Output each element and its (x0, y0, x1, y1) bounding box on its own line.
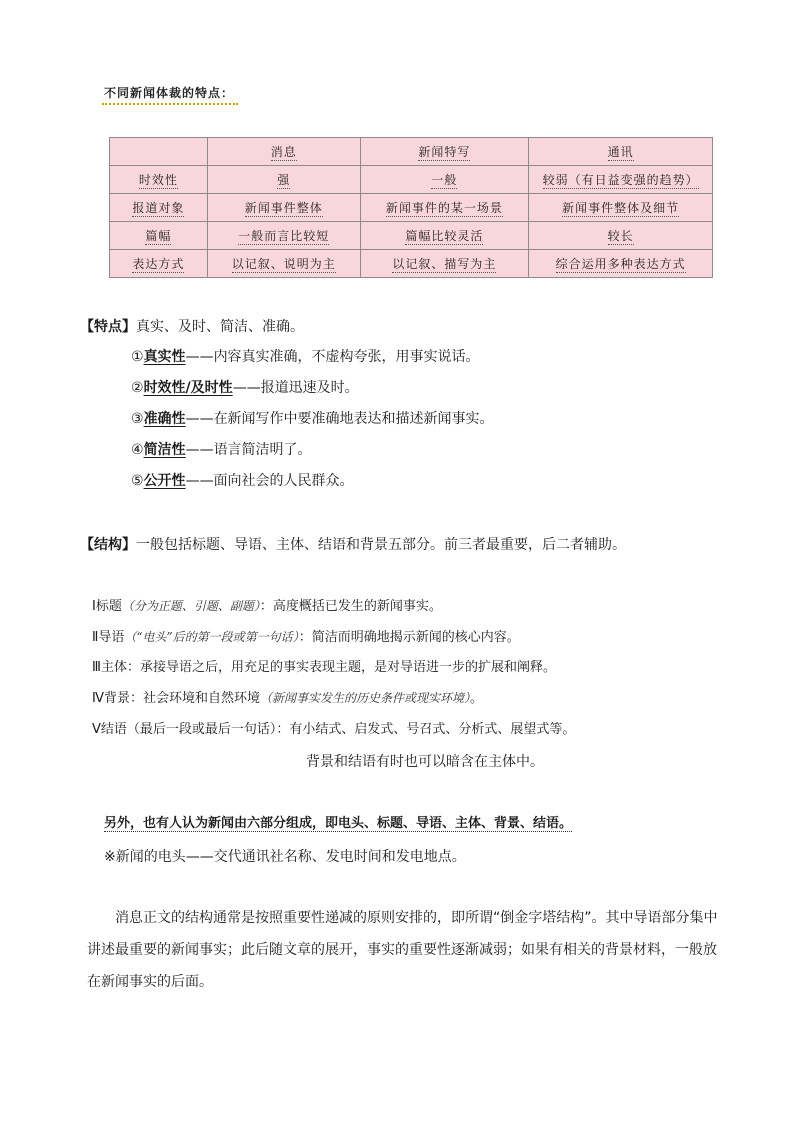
inverted-pyramid-paragraph: 消息正文的结构通常是按照重要性递减的原则安排的，即所谓“倒金字塔结构”。其中导语部分集中讲述最重要的新闻事实；此后随文章的展开，事实的重要性逐渐减弱；如果有相关的背景材料，一般放在新闻事实的后面。 (87, 910, 718, 990)
feature-item: ④简洁性——语言简洁明了。 (131, 442, 312, 458)
table-header-cell: 消息 (207, 138, 360, 166)
table-cell: 以记叙、说明为主 (207, 250, 360, 278)
table-cell: 较长 (529, 222, 713, 250)
dateline-note: ※新闻的电头——交代通讯社名称、发电时间和发电地点。 (104, 849, 466, 865)
structure-heading: 【结构】 (80, 537, 136, 553)
table-cell: 报道对象 (110, 194, 208, 222)
feature-item: ①真实性——内容真实准确，不虚构夸张，用事实说话。 (131, 349, 480, 365)
table-cell: 新闻事件整体及细节 (529, 194, 713, 222)
table-row (110, 250, 713, 278)
structure-summary: 一般包括标题、导语、主体、结语和背景五部分。前三者最重要，后二者辅助。 (136, 537, 626, 553)
feature-item: ③准确性——在新闻写作中要准确地表达和描述新闻事实。 (131, 411, 494, 427)
table-header-cell: 通讯 (529, 138, 713, 166)
feature-item: ⑤公开性——面向社会的人民群众。 (131, 473, 354, 489)
table-header-cell: 新闻特写 (360, 138, 529, 166)
table-cell: 新闻事件的某一场景 (360, 194, 529, 222)
feature-term: 准确性 (143, 411, 186, 427)
feature-item: ②时效性/及时性——报道迅速及时。 (131, 380, 359, 396)
structure-item-lead: Ⅱ导语（“电头”后的第一段或第一句话）：简洁而明确地揭示新闻的核心内容。 (92, 630, 520, 645)
feature-term: 时效性/及时性 (143, 380, 233, 396)
table-row (110, 166, 713, 194)
structure-heading-line (80, 538, 626, 552)
feature-term: 公开性 (143, 473, 186, 489)
structure-center-note: 背景和结语有时也可以暗含在主体中。 (306, 754, 544, 770)
table-cell: 强 (207, 166, 360, 194)
structure-item-conclusion: Ⅴ结语（最后一段或最后一句话）：有小结式、启发式、号召式、分析式、展望式等。 (92, 722, 576, 737)
page-title (104, 84, 234, 101)
structure-item-title: Ⅰ标题（分为正题、引题、副题）：高度概括已发生的新闻事实。 (92, 599, 442, 614)
structure-item-background: Ⅳ背景：社会环境和自然环境（新闻事实发生的历史条件或现实环境）。 (92, 691, 484, 706)
table-cell: 新闻事件整体 (207, 194, 360, 222)
table-cell: 表达方式 (110, 250, 208, 278)
table-row (110, 222, 713, 250)
features-summary: 真实、及时、简洁、准确。 (136, 319, 304, 335)
six-parts-note: 另外，也有人认为新闻由六部分组成，即电头、标题、导语、主体、背景、结语。 (104, 816, 573, 831)
structure-item-body: Ⅲ主体：承接导语之后，用充足的事实表现主题，是对导语进一步的扩展和阐释。 (92, 660, 556, 675)
table-cell: 较弱（有日益变强的趋势） (529, 166, 713, 194)
table-row (110, 194, 713, 222)
table-cell: 一般 (360, 166, 529, 194)
feature-term: 简洁性 (143, 442, 186, 458)
page-title-text: 不同新闻体裁的特点： (104, 86, 235, 100)
table-cell: 一般而言比较短 (207, 222, 360, 250)
genre-comparison-table (109, 137, 713, 278)
table-header-row (110, 138, 713, 166)
features-heading-line (80, 320, 304, 334)
table-cell: 篇幅比较灵活 (360, 222, 529, 250)
table-header-cell (110, 138, 208, 166)
table-cell: 以记叙、描写为主 (360, 250, 529, 278)
feature-term: 真实性 (143, 349, 186, 365)
table-cell: 时效性 (110, 166, 208, 194)
table-cell: 综合运用多种表达方式 (529, 250, 713, 278)
table-cell: 篇幅 (110, 222, 208, 250)
features-heading: 【特点】 (80, 319, 136, 335)
